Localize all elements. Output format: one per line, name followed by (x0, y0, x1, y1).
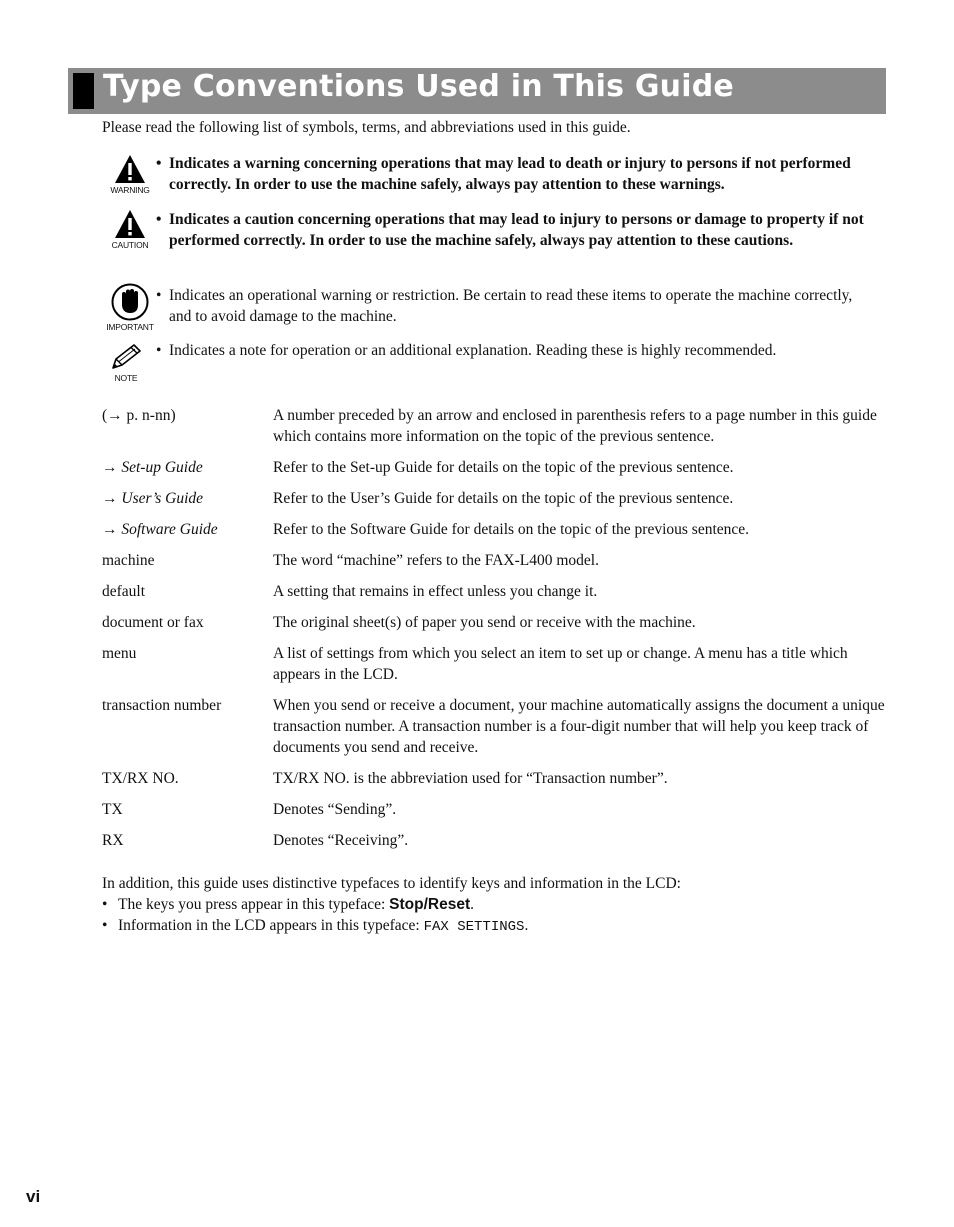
term-description: When you send or receive a document, your machine automatically assigns the document a unique transaction number. A transaction number is a four-digit number that will help you keep track of documents you send and receive. (273, 697, 885, 756)
arrow-glyph: → (102, 490, 118, 507)
typeface-notes (102, 873, 892, 938)
term-label: machine (102, 552, 155, 569)
bullet: • (156, 287, 162, 304)
caution-symbol (102, 209, 158, 250)
term-label: (→ p. n-nn) (102, 407, 176, 424)
term-label: TX (102, 801, 123, 818)
page-number: vi (26, 1187, 41, 1206)
note-symbol (98, 342, 154, 383)
note-caption: NOTE (114, 373, 138, 383)
title-marker-block (73, 73, 94, 109)
warning-caption: WARNING (110, 185, 150, 195)
bullet: • (156, 211, 162, 228)
term-row (102, 768, 892, 789)
bullet: • (102, 917, 108, 934)
term-row (102, 550, 892, 571)
page-title: Type Conventions Used in This Guide (103, 69, 734, 104)
list-item: • Information in the LCD appears in this typeface: FAX SETTINGS. (102, 917, 529, 935)
key-typeface-sample: Stop/Reset (389, 896, 471, 913)
term-label: → User’s Guide (102, 490, 204, 507)
term-row (102, 643, 892, 685)
term-label: menu (102, 645, 137, 662)
term-description: Refer to the User’s Guide for details on the topic of the previous sentence. (273, 490, 734, 507)
term-description: A setting that remains in effect unless you change it. (273, 583, 598, 600)
term-row (102, 830, 892, 851)
term-label: RX (102, 832, 124, 849)
list-item: • The keys you press appear in this typeface: Stop/Reset. (102, 896, 475, 913)
term-description: A list of settings from which you select an item to set up or change. A menu has a title which appears in the LCD. (273, 645, 848, 683)
typeface-lead: In addition, this guide uses distinctive typefaces to identify keys and information in the LCD: (102, 875, 681, 892)
bullet: • (156, 155, 162, 172)
term-description: A number preceded by an arrow and enclosed in parenthesis refers to a page number in this guide which contains more information on the topic of the previous sentence. (273, 407, 877, 445)
warning-symbol (102, 154, 158, 195)
bullet: • (102, 896, 108, 913)
term-description: Denotes “Sending”. (273, 801, 397, 818)
term-description: TX/RX NO. is the abbreviation used for “Transaction number”. (273, 770, 668, 787)
warning-description: • Indicates a warning concerning operations that may lead to death or injury to persons if not performed correctly. In order to use the machine safely, always pay attention to these warnings. (156, 155, 851, 193)
term-label: → Set-up Guide (102, 459, 203, 476)
term-row (102, 695, 892, 758)
caution-description: • Indicates a caution concerning operations that may lead to injury to persons or damage to property if not performed correctly. In order to use the machine safely, always pay attention to these cautions. (156, 211, 864, 249)
arrow-glyph: → (102, 521, 118, 538)
term-label: default (102, 583, 146, 600)
term-description: Refer to the Software Guide for details on the topic of the previous sentence. (273, 521, 750, 538)
warning-icon (114, 154, 146, 184)
term-description: Denotes “Receiving”. (273, 832, 409, 849)
term-row (102, 519, 892, 540)
important-description: • Indicates an operational warning or restriction. Be certain to read these items to operate the machine correctly, and to avoid damage to the machine. (156, 287, 853, 325)
term-description: The original sheet(s) of paper you send or receive with the machine. (273, 614, 696, 631)
term-label: document or fax (102, 614, 204, 631)
term-description: The word “machine” refers to the FAX-L400 model. (273, 552, 599, 569)
term-label: TX/RX NO. (102, 770, 179, 787)
intro-paragraph: Please read the following list of symbols, terms, and abbreviations used in this guide. (102, 119, 631, 136)
term-row (102, 799, 892, 820)
caution-icon (114, 209, 146, 239)
important-caption: IMPORTANT (106, 322, 154, 332)
lcd-typeface-sample: FAX SETTINGS (423, 919, 525, 935)
note-pencil-icon (108, 342, 144, 372)
term-row (102, 488, 892, 509)
section-title-bar (68, 68, 886, 114)
caution-caption: CAUTION (111, 240, 149, 250)
important-hand-icon (111, 283, 149, 321)
terms-list (102, 405, 892, 861)
term-row (102, 405, 892, 447)
term-label: → Software Guide (102, 521, 218, 538)
term-row (102, 581, 892, 602)
important-symbol (102, 283, 158, 332)
term-row (102, 612, 892, 633)
term-row (102, 457, 892, 478)
arrow-glyph: → (102, 459, 118, 476)
term-description: Refer to the Set-up Guide for details on the topic of the previous sentence. (273, 459, 734, 476)
note-description: • Indicates a note for operation or an additional explanation. Reading these is highly recommended. (156, 342, 777, 359)
bullet: • (156, 342, 162, 359)
term-label: transaction number (102, 697, 222, 714)
